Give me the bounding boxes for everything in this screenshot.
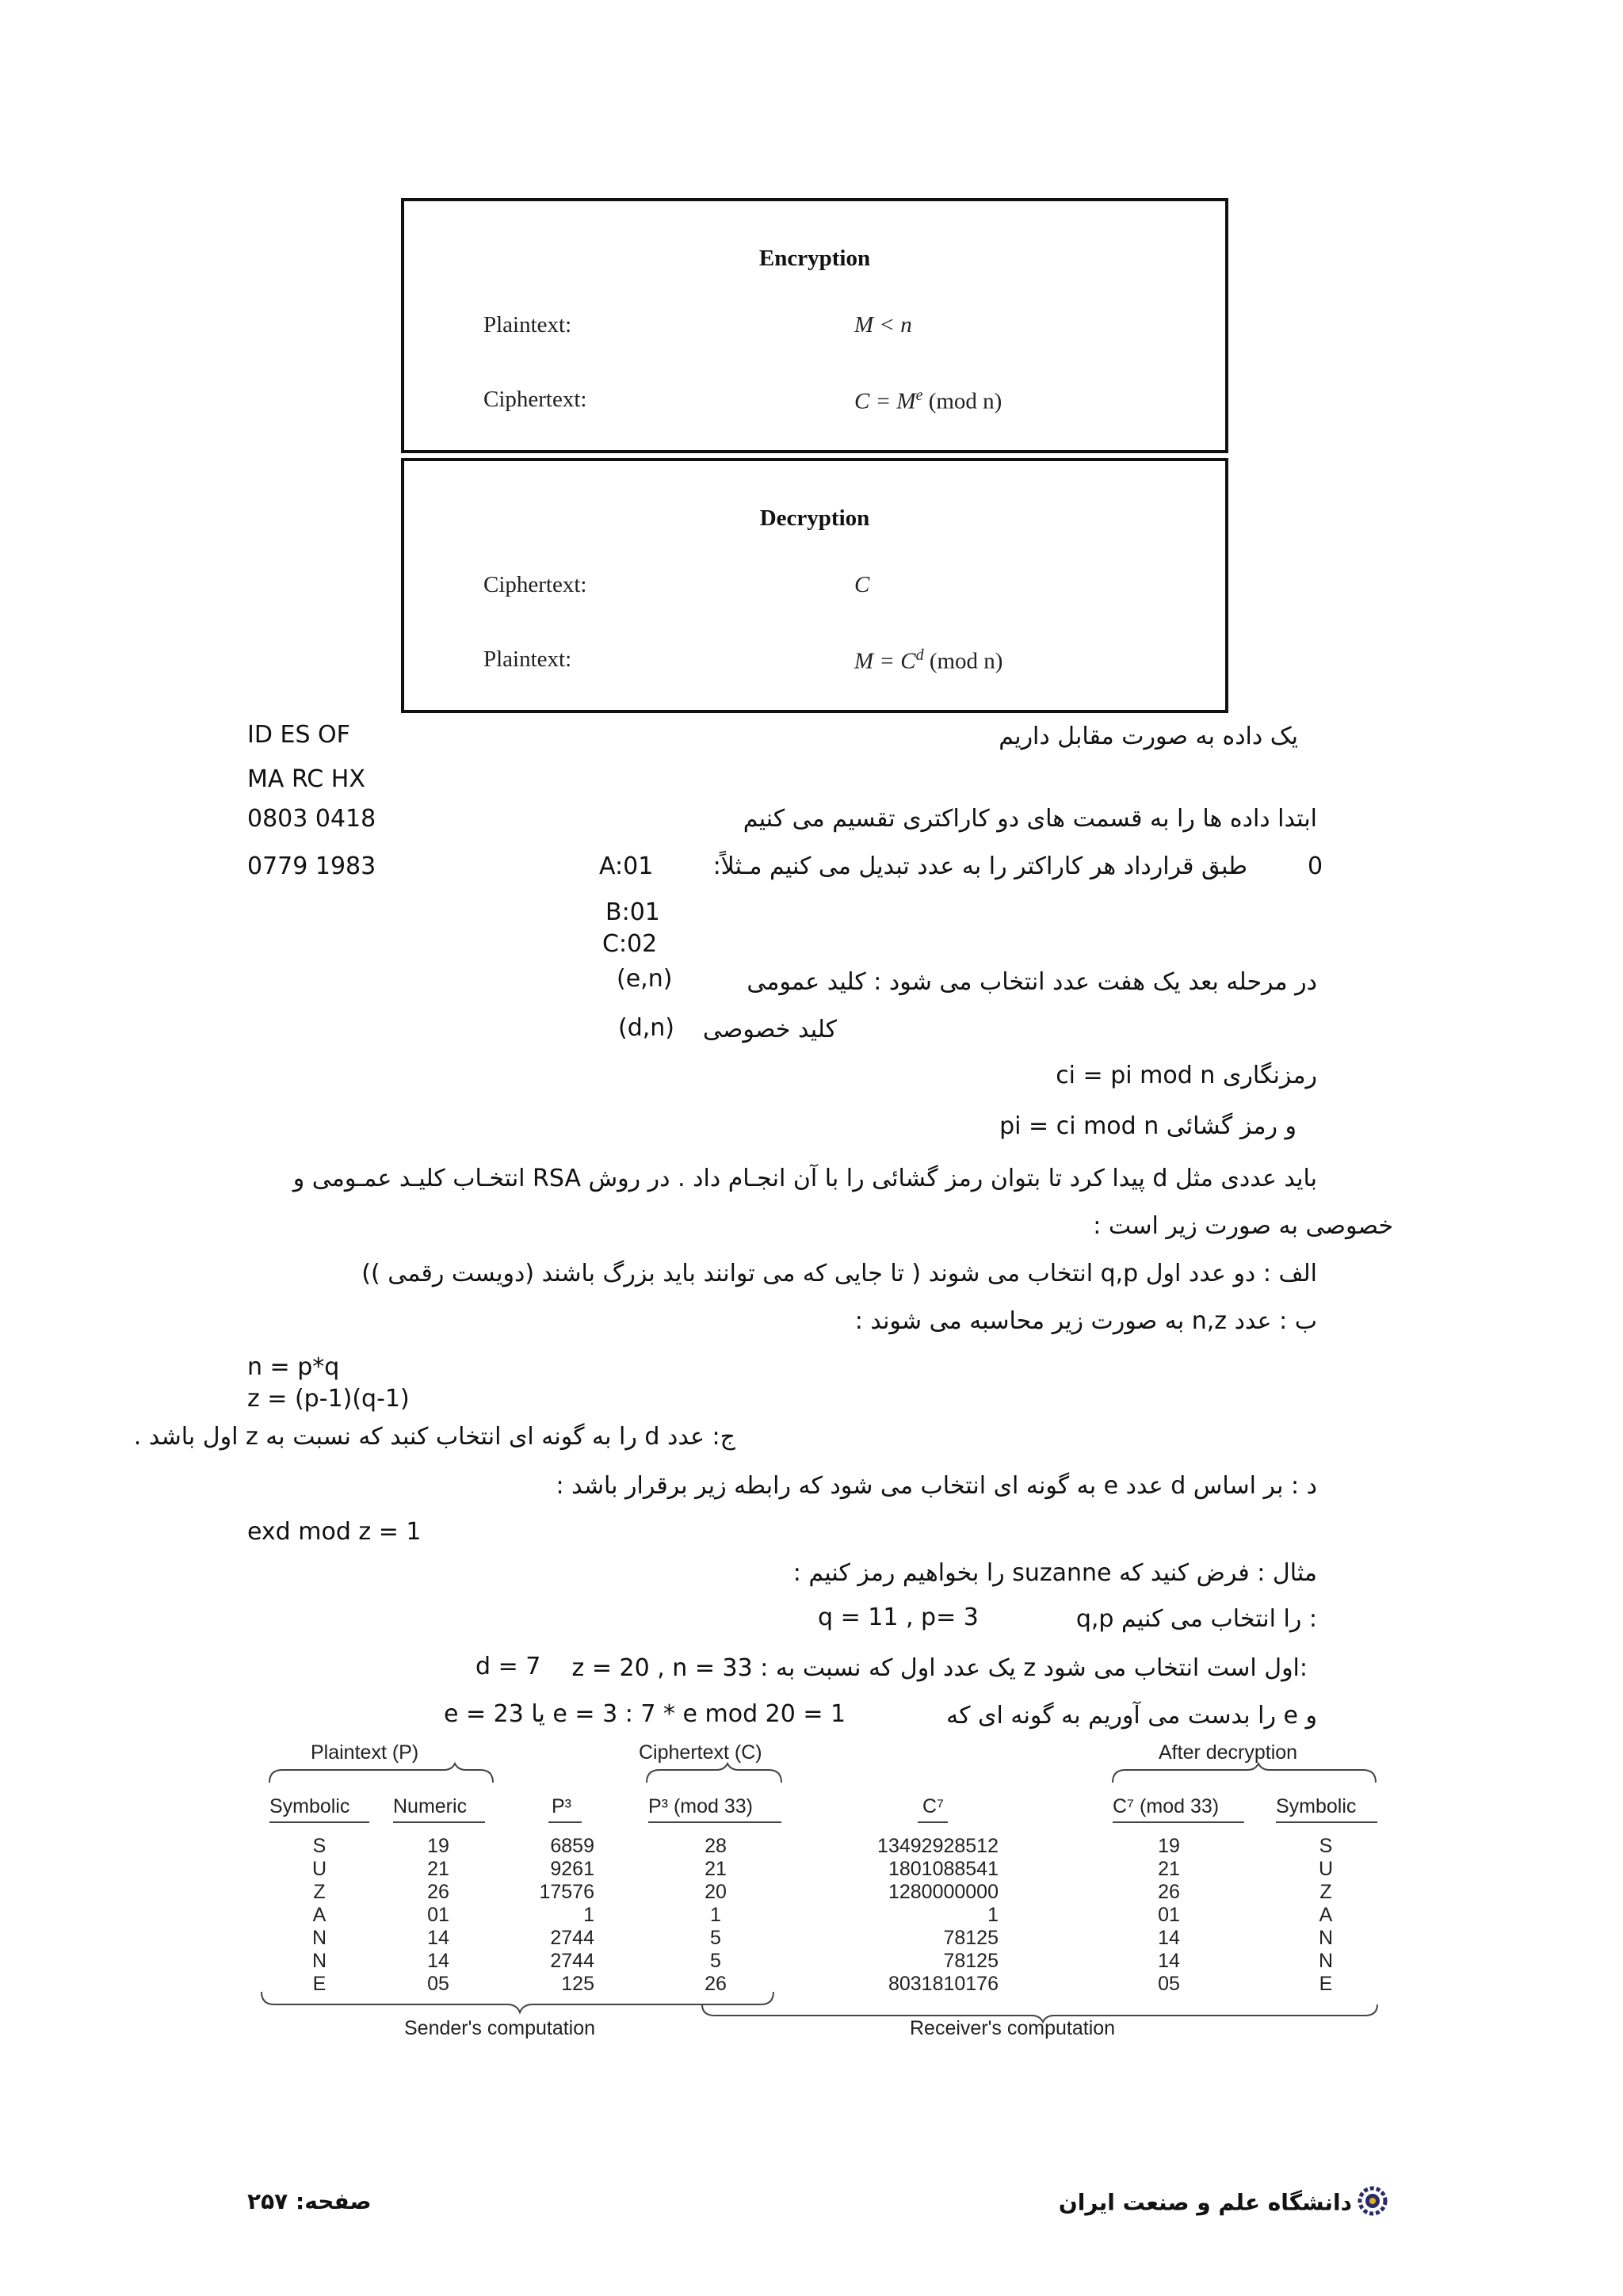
text-line-6: ci = pi mod n رمزنگاری — [1056, 1062, 1317, 1089]
text-line-2: ابتدا داده ها را به قسمت های دو کاراکتری تقسیم می کنیم — [743, 805, 1317, 833]
page-number: ۲۵۷ — [247, 2188, 288, 2214]
cell: 26 — [705, 1973, 727, 1995]
cell: S — [312, 1835, 327, 1857]
cell: A — [312, 1904, 327, 1926]
mapping-a: A:01 — [599, 852, 654, 880]
cell: 1280000000 — [888, 1881, 999, 1903]
mapping-b: B:01 — [605, 898, 660, 926]
cell: 78125 — [943, 1950, 999, 1972]
header-c7-mod: C⁷ (mod 33) — [1113, 1795, 1220, 1817]
text-line-15: q,p را انتخاب می کنیم : — [1075, 1605, 1317, 1633]
footer-university — [1059, 2185, 1388, 2222]
cell: 26 — [427, 1881, 449, 1903]
encryption-title: Encryption — [758, 246, 871, 271]
decryption-plaintext-label: Plaintext: — [483, 646, 572, 672]
cell: 125 — [561, 1973, 594, 1995]
cell: A — [1319, 1904, 1333, 1926]
text-line-4: در مرحله بعد یک هفت عدد انتخاب می شود : کلید عمومی — [747, 968, 1317, 996]
page-label: صفحه: — [296, 2188, 372, 2214]
cell: N — [1318, 1927, 1334, 1949]
group-plaintext: Plaintext (P) — [311, 1741, 419, 1764]
text-line-7: و رمز گشائی pi = ci mod n — [999, 1112, 1296, 1140]
cell: E — [312, 1973, 327, 1995]
university-logo-icon — [1357, 2185, 1388, 2222]
decryption-box — [401, 458, 1228, 713]
cell: Z — [313, 1881, 326, 1903]
cell: N — [1318, 1950, 1334, 1972]
text-line-12: ج: عدد d را به گونه ای انتخاب کنبد که نسبت به z اول باشد . — [133, 1423, 735, 1451]
text-line-8: باید عددی مثل d پیدا کرد تا بتوان رمز گشائی را با آن انجـام داد . در روش RSA انتخـاب کلیـد عمـومی و — [292, 1165, 1317, 1192]
encryption-exponent: e — [915, 387, 923, 404]
cell: 21 — [427, 1858, 449, 1880]
text-line-13: د : بر اساس d عدد e به گونه ای انتخاب می شود که رابطه زیر برقرار باشد : — [556, 1472, 1317, 1500]
decryption-mod: (mod n) — [929, 648, 1003, 674]
col-symbolic — [293, 1835, 346, 1996]
cell: 14 — [427, 1950, 449, 1972]
cell: 14 — [1158, 1950, 1180, 1972]
cell: 14 — [427, 1927, 449, 1949]
header-symbolic: Symbolic — [269, 1795, 350, 1817]
decryption-exponent: d — [915, 646, 924, 664]
cell: 21 — [1158, 1858, 1180, 1880]
col-p3 — [507, 1835, 594, 1996]
footer-page — [247, 2188, 372, 2214]
cell: U — [311, 1858, 327, 1880]
header-numeric: Numeric — [393, 1795, 468, 1817]
decryption-ciphertext-value: C — [854, 572, 870, 597]
text-line-3: طبق قرارداد هر کاراکتر را به عدد تبدیل می کنیم مـثلاً: — [712, 852, 1247, 880]
encryption-box — [401, 198, 1228, 453]
text-line-10: الف : دو عدد اول q,p انتخاب می شوند ( تا جایی که می توانند باید بزرگ باشند (دویست رقمی )) — [361, 1260, 1317, 1287]
cell: S — [1319, 1835, 1333, 1857]
cell: 20 — [705, 1881, 727, 1903]
sender-computation: Sender's computation — [404, 2017, 596, 2039]
data-line-2: MA RC HX — [247, 765, 365, 793]
cell: 9261 — [550, 1858, 594, 1880]
receiver-computation: Receiver's computation — [910, 2017, 1116, 2039]
header-p3: P³ — [552, 1795, 571, 1817]
cell: 05 — [1158, 1973, 1180, 1995]
text-line-11: ب : عدد n,z به صورت زیر محاسبه می شوند : — [854, 1307, 1317, 1335]
header-symbolic-2: Symbolic — [1276, 1795, 1357, 1817]
text-line-9: خصوصی به صورت زیر است : — [1093, 1212, 1393, 1240]
brace-after — [1113, 1764, 1376, 1783]
e-values: e = 23 یا e = 3 : 7 * e mod 20 = 1 — [444, 1700, 846, 1728]
cell: 28 — [705, 1835, 727, 1857]
encryption-plaintext-label: Plaintext: — [483, 312, 572, 338]
formula-z: z = (p-1)(q-1) — [247, 1385, 410, 1413]
group-ciphertext: Ciphertext (C) — [639, 1741, 762, 1764]
text-line-1: یک داده به صورت مقابل داریم — [999, 723, 1298, 750]
encryption-ciphertext-label: Ciphertext: — [483, 387, 587, 412]
encryption-plaintext-value: M < n — [854, 312, 912, 338]
col-symbolic-2 — [1300, 1835, 1352, 1996]
cell: 19 — [1158, 1835, 1180, 1857]
decryption-ciphertext-label: Ciphertext: — [483, 572, 587, 597]
university-name: دانشگاه علم و صنعت ایران — [1058, 2189, 1352, 2216]
decryption-formula: M = C — [854, 648, 916, 674]
cell: 1 — [987, 1904, 999, 1926]
brace-ciphertext — [647, 1764, 781, 1783]
pq-values: q = 11 , p= 3 — [818, 1604, 979, 1631]
cell: 6859 — [550, 1835, 594, 1857]
encryption-mod: (mod n) — [928, 388, 1002, 414]
data-line-4: 0779 1983 — [247, 852, 376, 880]
cell: 1 — [710, 1904, 721, 1926]
decryption-title: Decryption — [759, 505, 870, 531]
cell: 8031810176 — [888, 1973, 999, 1995]
public-key: (e,n) — [617, 965, 673, 993]
cell: 19 — [427, 1835, 449, 1857]
header-p3-mod: P³ (mod 33) — [648, 1795, 753, 1817]
cell: 17576 — [539, 1881, 594, 1903]
mapping-c: C:02 — [602, 930, 658, 958]
cell: 78125 — [943, 1927, 999, 1949]
d-value: d = 7 — [475, 1653, 541, 1680]
col-c7-mod — [1143, 1835, 1195, 1996]
col-p3-mod — [689, 1835, 742, 1996]
encryption-ciphertext-value — [854, 387, 1002, 415]
cell: N — [311, 1927, 327, 1949]
decryption-plaintext-value — [854, 646, 1002, 675]
text-line-14: مثال : فرض کنید که suzanne را بخواهیم رمز کنیم : — [792, 1559, 1317, 1587]
cell: 01 — [427, 1904, 449, 1926]
text-line-5: کلید خصوصی — [702, 1016, 837, 1043]
cell: 13492928512 — [877, 1835, 999, 1857]
cell: 5 — [710, 1927, 721, 1949]
cell: 2744 — [550, 1927, 594, 1949]
cell: 1801088541 — [888, 1858, 999, 1880]
data-line-3: 0803 0418 — [247, 805, 376, 833]
cell: Z — [1319, 1881, 1332, 1903]
header-c7: C⁷ — [922, 1795, 945, 1817]
cell: 26 — [1158, 1881, 1180, 1903]
cell: 21 — [705, 1858, 727, 1880]
formula-n: n = p*q — [247, 1353, 340, 1381]
group-after-decryption: After decryption — [1159, 1741, 1298, 1764]
cell: 1 — [583, 1904, 594, 1926]
cell: 05 — [427, 1973, 449, 1995]
text-line-16: z = 20 , n = 33 : یک عدد اول که نسبت به z اول است انتخاب می شود: — [571, 1654, 1308, 1682]
col-numeric — [412, 1835, 464, 1996]
cell: 01 — [1158, 1904, 1180, 1926]
text-line-3-number: 0 — [1308, 852, 1323, 880]
brace-plaintext — [269, 1764, 493, 1783]
cell: U — [1318, 1858, 1334, 1880]
cell: N — [311, 1950, 327, 1972]
data-line-1: ID ES OF — [247, 721, 350, 749]
col-c7 — [816, 1835, 999, 1996]
cell: 14 — [1158, 1927, 1180, 1949]
cell: 2744 — [550, 1950, 594, 1972]
cell: E — [1319, 1973, 1333, 1995]
cell: 5 — [710, 1950, 721, 1972]
private-key: (d,n) — [618, 1014, 675, 1042]
encryption-formula: C = M — [854, 388, 916, 414]
formula-exd: exd mod z = 1 — [247, 1518, 422, 1546]
text-line-17: و e را بدست می آوریم به گونه ای که — [946, 1702, 1317, 1730]
